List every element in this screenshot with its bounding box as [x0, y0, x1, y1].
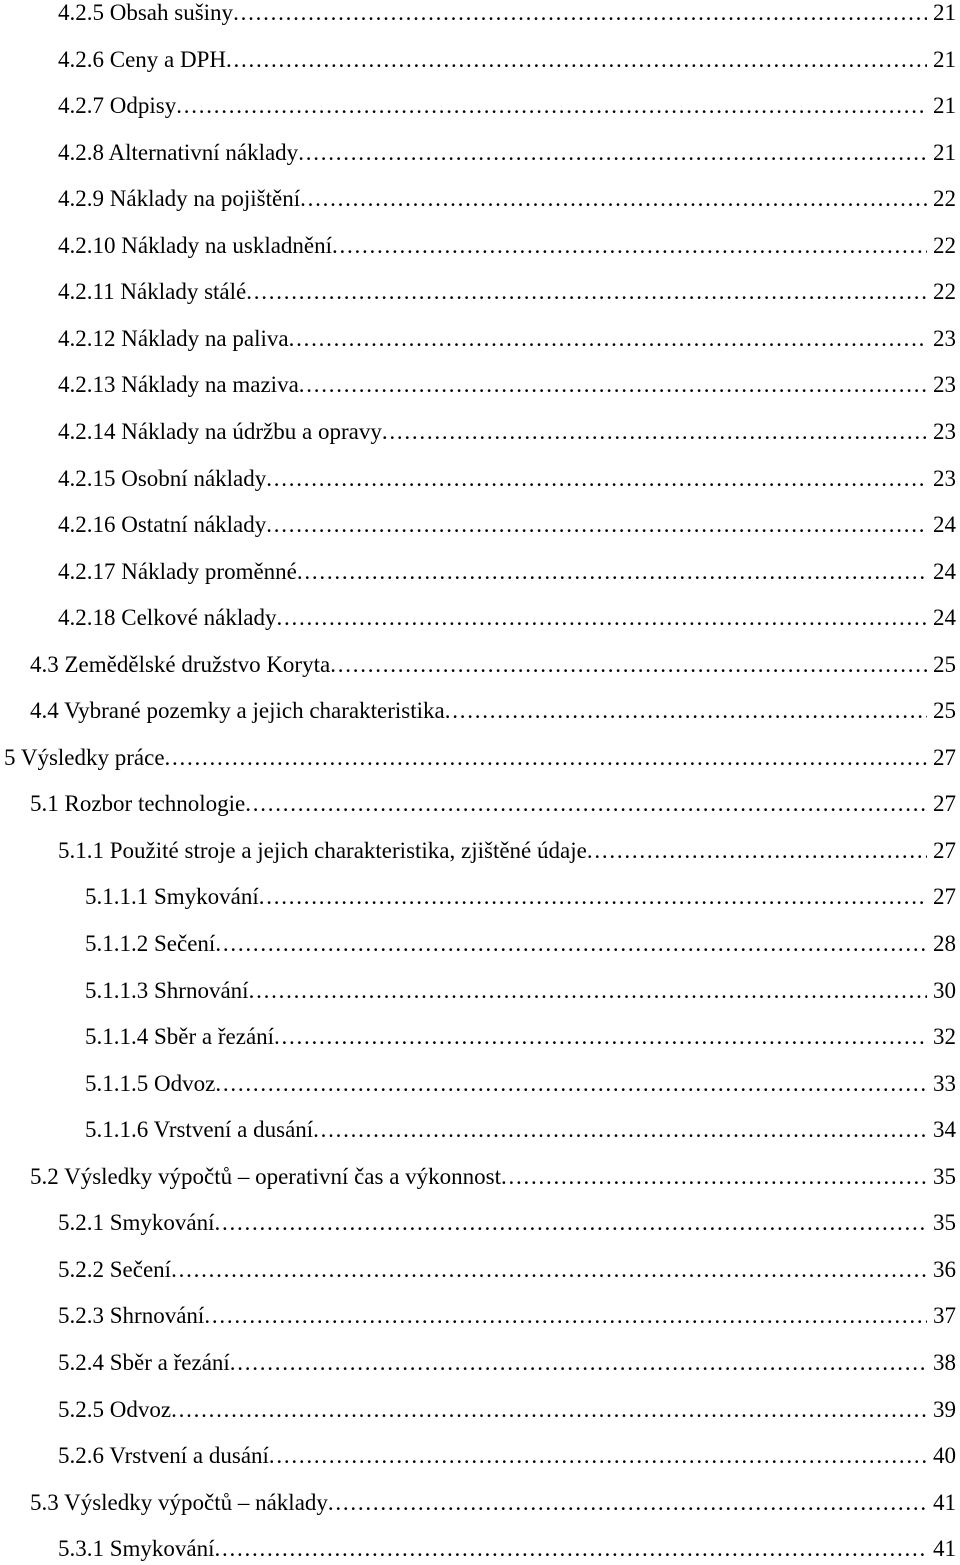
toc-entry[interactable] — [58, 85, 956, 119]
toc-entry-title: 5.1.1.2 Sečení — [85, 931, 216, 956]
toc-entry[interactable] — [58, 271, 956, 305]
toc-dot-leader — [289, 326, 927, 352]
toc-dot-leader — [230, 1350, 927, 1376]
toc-entry[interactable] — [58, 318, 956, 352]
toc-entry-title: 5.1.1.3 Shrnování — [85, 977, 249, 1003]
toc-dot-leader — [176, 93, 927, 119]
toc-entry-page: 23 — [933, 372, 956, 398]
toc-entry-page: 25 — [933, 698, 956, 724]
toc-entry-title: 5 Výsledky práce — [4, 744, 165, 770]
toc-entry-title: 4.2.8 Alternativní náklady — [58, 139, 299, 165]
toc-entry-page: 33 — [933, 1070, 956, 1096]
toc-entry[interactable] — [58, 597, 956, 631]
toc-entry[interactable] — [58, 1389, 956, 1423]
toc-entry-title: 4.2.6 Ceny a DPH — [58, 46, 227, 72]
toc-entry-page: 38 — [933, 1349, 956, 1375]
toc-entry-title: 4.2.12 Náklady na paliva — [58, 325, 289, 351]
toc-entry[interactable] — [58, 0, 956, 26]
toc-entry[interactable] — [58, 830, 956, 864]
toc-entry-title: 5.1.1.5 Odvoz — [85, 1070, 216, 1096]
toc-entry-page: 27 — [933, 884, 956, 910]
toc-entry-page: 24 — [933, 558, 956, 584]
toc-dot-leader — [226, 47, 927, 73]
toc-entry-page: 35 — [933, 1163, 956, 1189]
toc-dot-leader — [587, 838, 927, 864]
toc-dot-leader — [204, 1303, 927, 1329]
toc-entry-page: 36 — [933, 1256, 956, 1282]
toc-entry-page: 24 — [933, 605, 956, 631]
toc-entry-title: 5.2.3 Shrnování — [58, 1303, 205, 1329]
toc-entry-page: 34 — [933, 1117, 956, 1143]
toc-entry-page: 21 — [933, 93, 956, 119]
toc-entry-page: 41 — [933, 1536, 956, 1562]
toc-entry-page: 35 — [933, 1210, 956, 1236]
toc-entry[interactable] — [58, 411, 956, 445]
toc-dot-leader — [215, 1210, 927, 1236]
toc-dot-leader — [266, 512, 927, 538]
toc-dot-leader — [501, 1164, 927, 1190]
toc-entry-page: 40 — [933, 1443, 956, 1469]
toc-dot-leader — [215, 1071, 927, 1097]
toc-entry-title: 4.2.11 Náklady stálé — [58, 279, 247, 305]
toc-entry-page: 21 — [933, 139, 956, 165]
toc-entry[interactable] — [30, 783, 956, 817]
toc-entry[interactable] — [30, 1482, 956, 1516]
toc-entry-page: 27 — [933, 744, 956, 770]
toc-entry-page: 28 — [933, 931, 956, 956]
toc-entry-title: 4.2.7 Odpisy — [58, 93, 177, 119]
toc-entry-title: 5.2.6 Vrstvení a dusání — [58, 1443, 269, 1469]
toc-entry-title: 4.2.13 Náklady na maziva — [58, 372, 299, 398]
toc-entry-title: 4.2.16 Ostatní náklady — [58, 512, 267, 538]
toc-entry-title: 5.1 Rozbor technologie — [30, 791, 246, 817]
toc-dot-leader — [171, 1257, 927, 1283]
toc-dot-leader — [171, 1397, 927, 1423]
toc-entry-page: 37 — [933, 1303, 956, 1329]
toc-dot-leader — [165, 745, 927, 771]
toc-dot-leader — [445, 698, 927, 724]
toc-entry-title: 4.2.9 Náklady na pojištění — [58, 186, 301, 212]
toc-entry-title: 4.2.10 Náklady na uskladnění — [58, 232, 333, 258]
toc-entry[interactable] — [85, 876, 956, 910]
toc-entry[interactable] — [58, 1295, 956, 1329]
toc-entry-title: 5.1.1.1 Smykování — [85, 884, 259, 910]
toc-entry-page: 23 — [933, 325, 956, 351]
toc-entry-title: 5.2.1 Smykování — [58, 1210, 215, 1236]
toc-entry[interactable] — [58, 39, 956, 73]
toc-entry-page: 21 — [933, 46, 956, 72]
toc-entry[interactable] — [58, 458, 956, 492]
toc-dot-leader — [299, 372, 927, 398]
toc-entry[interactable] — [58, 551, 956, 585]
toc-entry[interactable] — [85, 970, 956, 1004]
toc-entry-page: 32 — [933, 1024, 956, 1050]
toc-entry-page: 27 — [933, 791, 956, 817]
toc-dot-leader — [269, 1443, 927, 1469]
toc-entry-title: 5.2 Výsledky výpočtů – operativní čas a výkonnost — [30, 1163, 502, 1189]
toc-entry-title: 5.3.1 Smykování — [58, 1536, 215, 1562]
toc-entry-title: 5.2.5 Odvoz — [58, 1396, 172, 1422]
toc-entry-title: 5.3 Výsledky výpočtů – náklady — [30, 1489, 328, 1515]
toc-entry[interactable] — [85, 1109, 956, 1143]
toc-entry-page: 22 — [933, 232, 956, 258]
toc-entry[interactable] — [58, 504, 956, 538]
toc-entry-title: 5.2.2 Sečení — [58, 1256, 172, 1282]
toc-dot-leader — [274, 1024, 927, 1050]
toc-dot-leader — [300, 186, 927, 212]
toc-dot-leader — [297, 559, 927, 585]
toc-dot-leader — [382, 419, 927, 445]
toc-entry-page: 30 — [933, 977, 956, 1003]
toc-entry-page: 25 — [933, 651, 956, 677]
toc-entry[interactable] — [85, 1063, 956, 1097]
toc-dot-leader — [328, 1490, 927, 1516]
toc-entry-title: 5.2.4 Sběr a řezání — [58, 1349, 230, 1375]
toc-entry[interactable] — [58, 178, 956, 212]
toc-entry[interactable] — [58, 1202, 956, 1236]
toc-entry[interactable] — [58, 1342, 956, 1376]
toc-entry-title: 4.2.17 Náklady proměnné — [58, 558, 297, 584]
toc-entry[interactable] — [58, 1249, 956, 1283]
toc-entry-title: 4.4 Vybrané pozemky a jejich charakteristika — [30, 698, 445, 724]
toc-entry[interactable] — [58, 1528, 956, 1562]
toc-entry-page: 21 — [933, 0, 956, 25]
toc-entry-title: 5.1.1.4 Sběr a řezání — [85, 1024, 275, 1050]
toc-dot-leader — [266, 466, 927, 492]
toc-entry-page: 23 — [933, 418, 956, 444]
toc-entry[interactable] — [58, 1435, 956, 1469]
toc-entry-title: 4.2.18 Celkové náklady — [58, 605, 277, 631]
toc-dot-leader — [330, 652, 927, 678]
toc-dot-leader — [246, 279, 927, 305]
toc-dot-leader — [276, 605, 927, 631]
toc-entry[interactable] — [58, 364, 956, 398]
toc-entry-page: 27 — [933, 837, 956, 863]
toc-dot-leader — [215, 1536, 927, 1562]
toc-entry-page: 24 — [933, 512, 956, 538]
toc-entry[interactable] — [85, 923, 956, 957]
toc-entry-title: 4.2.14 Náklady na údržbu a opravy — [58, 418, 382, 444]
toc-entry[interactable] — [30, 644, 956, 678]
toc-dot-leader — [215, 931, 927, 957]
toc-entry-title: 5.1.1 Použité stroje a jejich charakteristika, zjištěné údaje — [58, 837, 587, 863]
toc-entry[interactable] — [30, 1156, 956, 1190]
toc-dot-leader — [313, 1117, 927, 1143]
toc-entry[interactable] — [4, 737, 956, 771]
toc-entry-title: 4.3 Zemědělské družstvo Koryta — [30, 651, 331, 677]
toc-dot-leader — [245, 791, 927, 817]
toc-dot-leader — [332, 233, 927, 259]
toc-entry-title: 4.2.5 Obsah sušiny — [58, 0, 234, 25]
toc-dot-leader — [249, 978, 927, 1004]
toc-dot-leader — [233, 0, 927, 26]
toc-entry[interactable] — [85, 1016, 956, 1050]
toc-entry-page: 41 — [933, 1489, 956, 1515]
toc-dot-leader — [298, 140, 927, 166]
toc-entry[interactable] — [58, 132, 956, 166]
toc-entry-title: 4.2.15 Osobní náklady — [58, 465, 267, 491]
toc-entry[interactable] — [58, 225, 956, 259]
toc-entry-page: 39 — [933, 1396, 956, 1422]
toc-entry-page: 23 — [933, 465, 956, 491]
toc-entry-title: 5.1.1.6 Vrstvení a dusání — [85, 1117, 314, 1143]
toc-entry-page: 22 — [933, 186, 956, 212]
toc-entry[interactable] — [30, 690, 956, 724]
toc-entry-page: 22 — [933, 279, 956, 305]
toc-dot-leader — [259, 884, 927, 910]
